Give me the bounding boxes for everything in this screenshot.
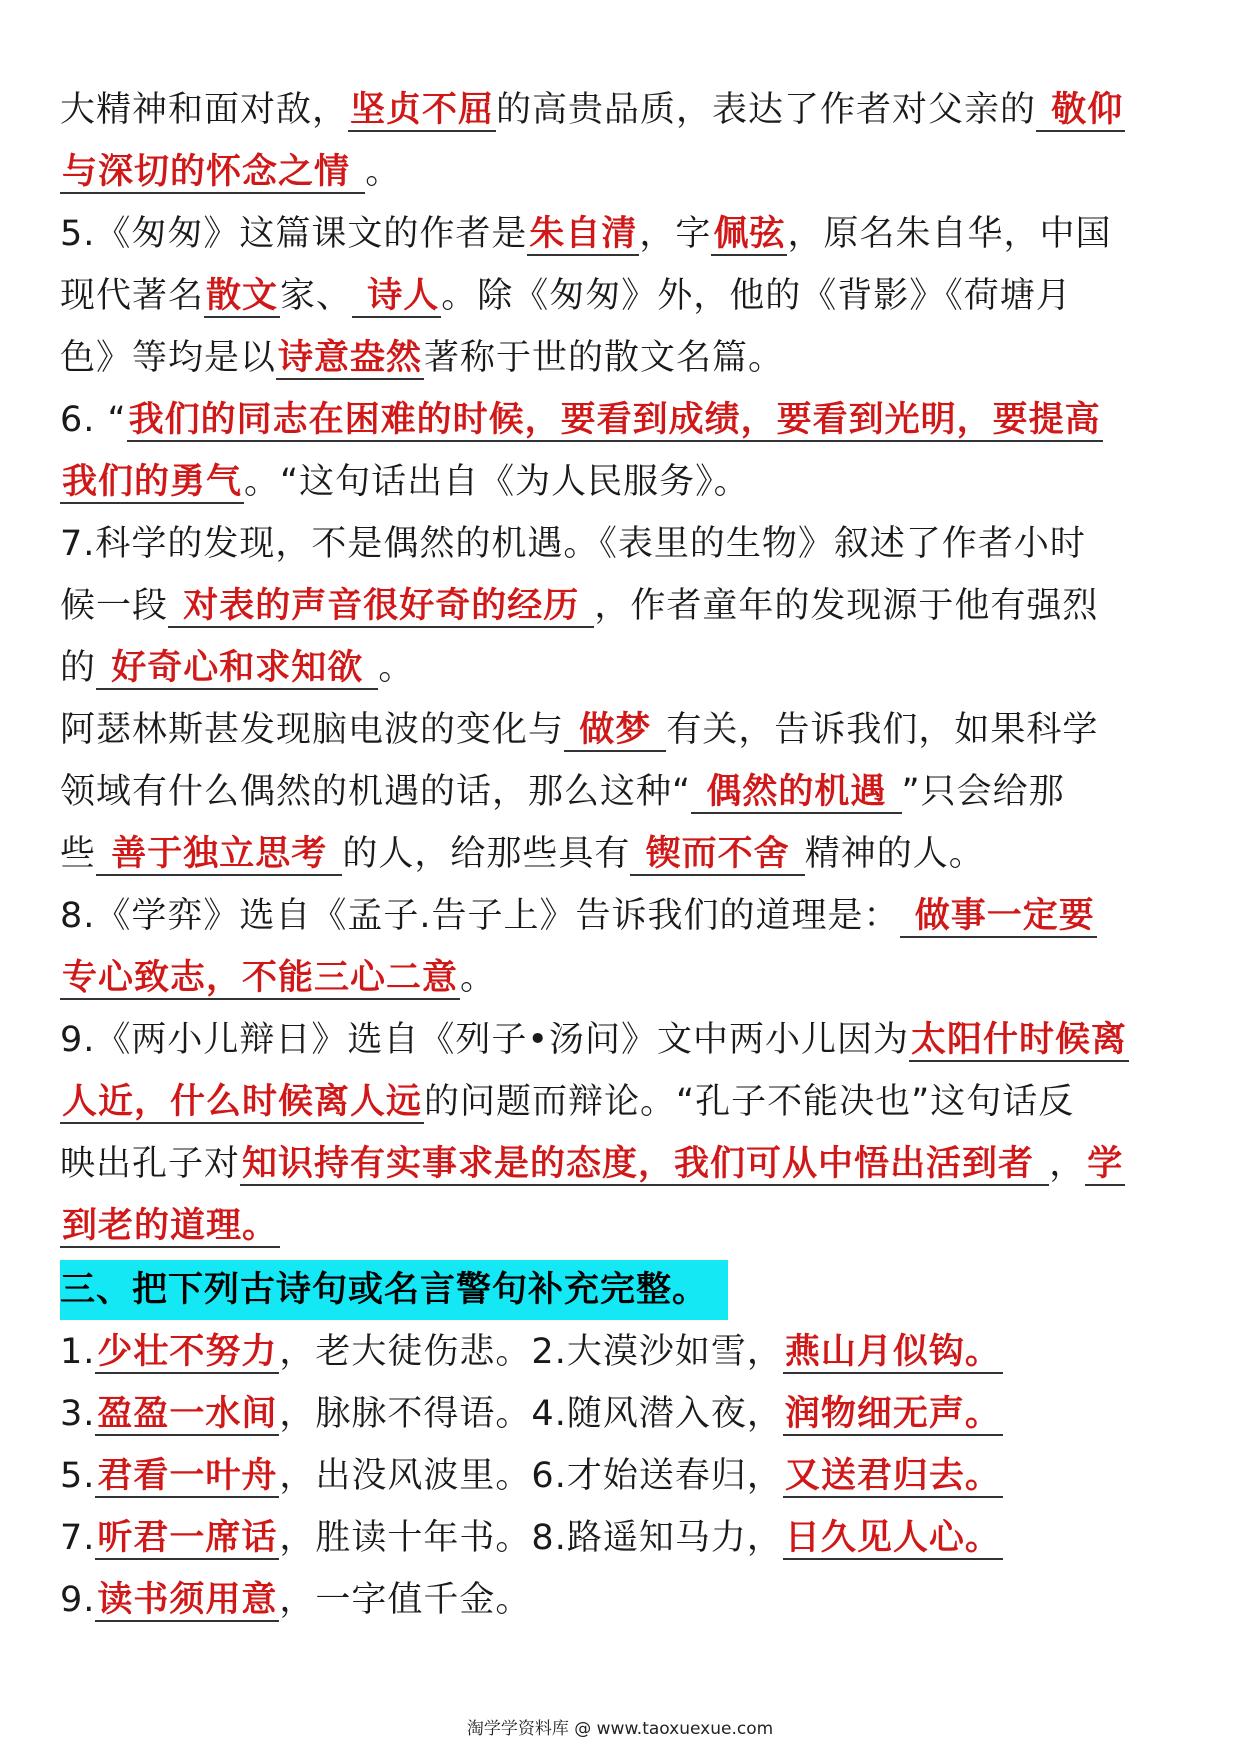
question-text: 有关，告诉我们，如果科学 [666,710,1099,750]
question-text: ，胜读十年书。8.路遥知马力， [279,1518,783,1558]
answer-text: 到老的道理。 [62,1206,279,1246]
text-line [60,451,1185,513]
text-line [60,1195,1185,1257]
question-text: 大精神和面对敌， [60,90,349,130]
answer-text: 对表的声音很好奇的经历 [170,586,593,626]
answer-text: 燕山月似钩。 [784,1332,1001,1372]
answer-text: 朱自清 [529,214,638,254]
answer-text: 我们的勇气 [62,462,243,502]
question-text: 5. [60,1456,96,1496]
question-text: 7. [60,1518,96,1558]
text-line [60,1133,1185,1195]
answer-text: 佩弦 [713,214,786,254]
text-line [60,327,1185,389]
question-text: 家、 [280,276,353,316]
text-line [60,885,1185,947]
answer-text: 学 [1087,1144,1124,1184]
answer-text: 坚贞不屈 [350,90,495,130]
question-text: 5.《匆匆》这篇课文的作者是 [60,214,528,254]
question-text: 。 [365,152,402,192]
question-text: ，老大徒伤悲。2.大漠沙如雪， [279,1332,783,1372]
answer-text: 君看一叶舟 [97,1456,278,1496]
question-text: ，原名朱自华，中国 [787,214,1112,254]
text-line [60,265,1185,327]
question-text: ”只会给那 [901,772,1065,812]
answer-text: 太阳什时候离 [911,1020,1128,1060]
text-line [60,79,1185,141]
text-line [60,141,1185,203]
question-text: 。除《匆匆》外，他的《背影》《荷塘月 [441,276,1072,316]
question-text: 精神的人。 [804,834,985,874]
section-heading [60,1259,1185,1321]
question-text: 。 [378,648,415,688]
answer-text: 散文 [206,276,279,316]
question-text: ，字 [639,214,712,254]
text-line [60,203,1185,265]
question-text: 些 [60,834,97,874]
text-line [60,1445,1185,1507]
text-line [60,1569,1185,1631]
answer-text: 锲而不舍 [632,834,803,874]
footer-watermark: 淘学学资料库 @ www.taoxuexue.com [466,1719,774,1739]
text-line [60,1321,1185,1383]
section-heading-text: 三、把下列古诗句或名言警句补充完整。 [60,1260,728,1320]
text-line [60,389,1185,451]
question-text: 领域有什么偶然的机遇的话，那么这种“ [60,772,692,812]
answer-text: 日久见人心。 [784,1518,1001,1558]
answer-text: 与深切的怀念之情 [62,152,364,192]
answer-text: 诗意盎然 [278,338,423,378]
text-line [60,1507,1185,1569]
document-body [60,79,1185,1631]
question-text: 的高贵品质，表达了作者对父亲的 [496,90,1037,130]
question-text: 的问题而辩论。“孔子不能决也”这句话反 [424,1082,1075,1122]
answer-text: 人近，什么时候离人远 [62,1082,423,1122]
answer-text: 敬仰 [1038,90,1124,130]
text-line [60,513,1185,575]
text-line [60,947,1185,1009]
question-text: 9.《两小儿辩日》选自《列子•汤问》文中两小儿因为 [60,1020,910,1060]
text-line [60,1071,1185,1133]
question-text: 著称于世的散文名篇。 [424,338,785,378]
question-text: 3. [60,1394,96,1434]
question-text: 候一段 [60,586,169,626]
answer-text: 又送君归去。 [784,1456,1001,1496]
text-line [60,575,1185,637]
text-line [60,761,1185,823]
answer-text: 我们的同志在困难的时候，要看到成绩，要看到光明，要提高 [128,400,1101,440]
question-text: 8.《学弈》选自《孟子.告子上》告诉我们的道理是： [60,896,900,936]
question-text: ， [1049,1144,1086,1184]
answer-text: 做事一定要 [901,896,1095,936]
answer-text: 润物细无声。 [784,1394,1001,1434]
text-line [60,637,1185,699]
text-line [60,699,1185,761]
answer-text: 诗人 [354,276,440,316]
question-text: 。 [460,958,497,998]
answer-text: 善于独立思考 [98,834,341,874]
text-line [60,1009,1185,1071]
text-line [60,1383,1185,1445]
question-text: 的人，给那些具有 [342,834,631,874]
answer-text: 偶然的机遇 [693,772,900,812]
answer-text: 做梦 [566,710,665,750]
answer-text: 知识持有实事求是的态度，我们可从中悟出活到者 [242,1144,1048,1184]
question-text: ，作者童年的发现源于他有强烈 [594,586,1099,626]
answer-text: 盈盈一水间 [97,1394,278,1434]
question-text: 映出孔子对 [60,1144,241,1184]
question-text: 阿瑟林斯甚发现脑电波的变化与 [60,710,565,750]
text-line [60,823,1185,885]
answer-text: 好奇心和求知欲 [98,648,377,688]
question-text: 现代著名 [60,276,205,316]
question-text: ，一字值千金。 [279,1580,532,1620]
question-text: 7.科学的发现，不是偶然的机遇。《表里的生物》叙述了作者小时 [60,524,1086,564]
answer-text: 读书须用意 [97,1580,278,1620]
answer-text: 听君一席话 [97,1518,278,1558]
answer-text: 专心致志，不能三心二意 [62,958,459,998]
question-text: 1. [60,1332,96,1372]
question-text: 。“这句话出自《为人民服务》。 [244,462,750,502]
question-text: ，出没风波里。6.才始送春归， [279,1456,783,1496]
question-text: ，脉脉不得语。4.随风潜入夜， [279,1394,783,1434]
question-text: 6. “ [60,400,127,440]
question-text: 的 [60,648,97,688]
question-text: 色》等均是以 [60,338,277,378]
answer-text: 少壮不努力 [97,1332,278,1372]
question-text: 9. [60,1580,96,1620]
